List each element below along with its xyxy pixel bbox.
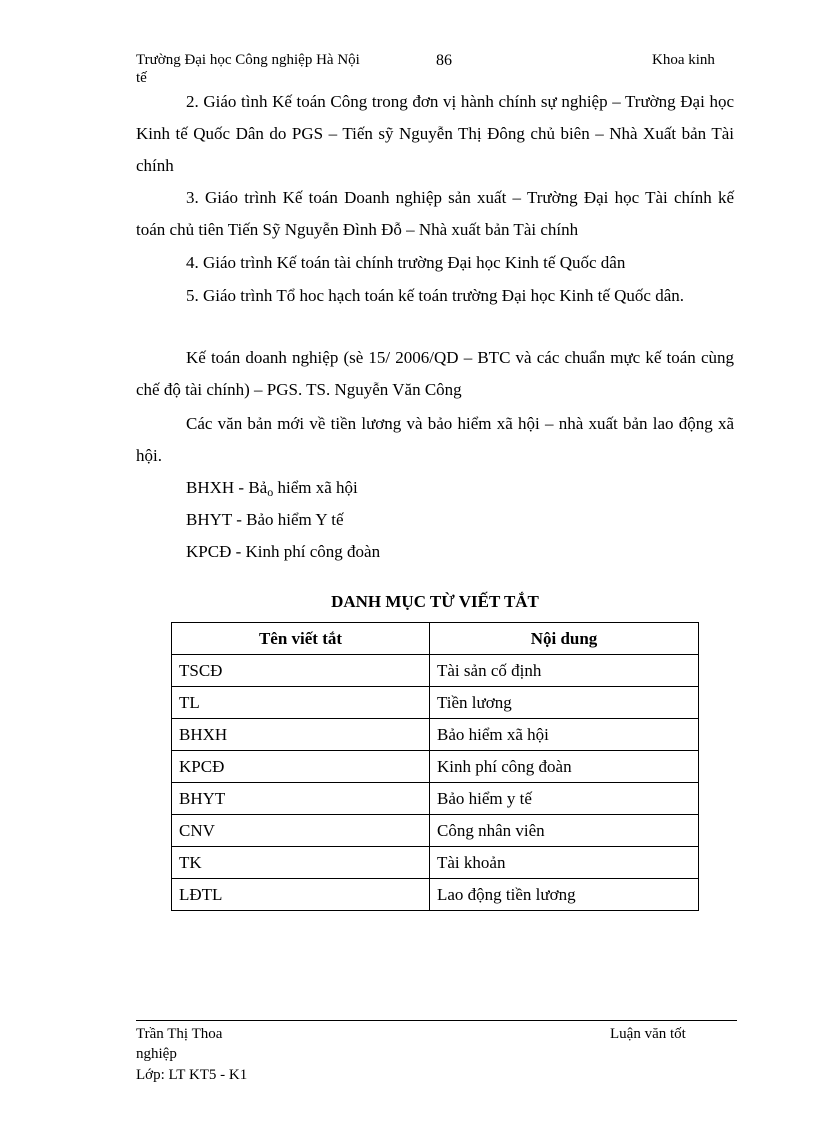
header-department: Khoa kinh (652, 52, 715, 68)
table-row (172, 879, 699, 911)
table-row (172, 847, 699, 879)
cell-abbreviation: TL (172, 687, 430, 719)
cell-content: Tài khoản (430, 847, 699, 879)
abbr-line-kpcd: KPCĐ - Kinh phí công đoàn (186, 542, 381, 561)
abbr-line-bhyt: BHYT - Bảo hiểm Y tế (186, 510, 344, 529)
reference-4: 4. Giáo trình Kế toán tài chính trường Đại học Kinh tế Quốc dân (186, 253, 626, 272)
cell-content: Lao động tiền lương (430, 879, 699, 911)
cell-content: Bảo hiểm y tế (430, 783, 699, 815)
abbreviation-table (171, 622, 699, 911)
abbr-bhxh-rest: hiểm xã hội (273, 478, 358, 497)
column-header-content: Nội dung (430, 623, 699, 655)
footer-doc-type-cont: nghiệp (136, 1046, 177, 1062)
footer-class: Lớp: LT KT5 - K1 (136, 1067, 248, 1083)
abbr-bhxh-sub: o (267, 485, 274, 499)
reference-6: Kế toán doanh nghiệp (sè 15/ 2006/QD – BTC và các chuẩn mực kế toán cùng chế độ tài chính) – PGS. TS. Nguyễn Văn Công (136, 348, 734, 399)
table-row (172, 719, 699, 751)
cell-abbreviation: BHYT (172, 783, 430, 815)
cell-abbreviation: BHXH (172, 719, 430, 751)
cell-content: Công nhân viên (430, 815, 699, 847)
column-header-abbreviation: Tên viết tắt (172, 623, 430, 655)
table-row (172, 655, 699, 687)
reference-5: 5. Giáo trình Tổ hoc hạch toán kế toán trường Đại học Kinh tế Quốc dân. (186, 286, 685, 305)
header-department-cont: tế (136, 70, 147, 86)
abbr-line-bhxh (186, 472, 358, 508)
cell-content: Tiền lương (430, 687, 699, 719)
table-row (172, 783, 699, 815)
reference-7: Các văn bản mới về tiền lương và bảo hiểm xã hội – nhà xuất bản lao động xã hội. (136, 414, 734, 465)
cell-abbreviation: CNV (172, 815, 430, 847)
abbr-bhxh-prefix: BHXH - Bả (186, 478, 268, 497)
reference-3: 3. Giáo trình Kế toán Doanh nghiệp sản xuất – Trường Đại học Tài chính kế toán chủ tiên Tiến Sỹ Nguyễn Đình Đỗ – Nhà xuất bản Tài chính (136, 188, 734, 239)
cell-content: Tài sản cố định (430, 655, 699, 687)
table-row (172, 751, 699, 783)
cell-abbreviation: LĐTL (172, 879, 430, 911)
table-row (172, 815, 699, 847)
table-title: DANH MỤC TỪ VIẾT TẮT (331, 592, 539, 611)
footer-divider (136, 1020, 737, 1021)
cell-abbreviation: TSCĐ (172, 655, 430, 687)
table-header-row (172, 623, 699, 655)
footer-author: Trần Thị Thoa (136, 1026, 223, 1042)
page-number: 86 (436, 52, 452, 69)
cell-abbreviation: KPCĐ (172, 751, 430, 783)
header-school: Trường Đại học Công nghiệp Hà Nội (136, 52, 360, 68)
cell-content: Bảo hiểm xã hội (430, 719, 699, 751)
cell-abbreviation: TK (172, 847, 430, 879)
cell-content: Kinh phí công đoàn (430, 751, 699, 783)
table-row (172, 687, 699, 719)
footer-doc-type: Luận văn tốt (610, 1026, 686, 1042)
reference-2: 2. Giáo tình Kế toán Công trong đơn vị hành chính sự nghiệp – Trường Đại học Kinh tế Quốc Dân do PGS – Tiến sỹ Nguyễn Thị Đông chủ biên – Nhà Xuất bản Tài chính (136, 92, 734, 175)
